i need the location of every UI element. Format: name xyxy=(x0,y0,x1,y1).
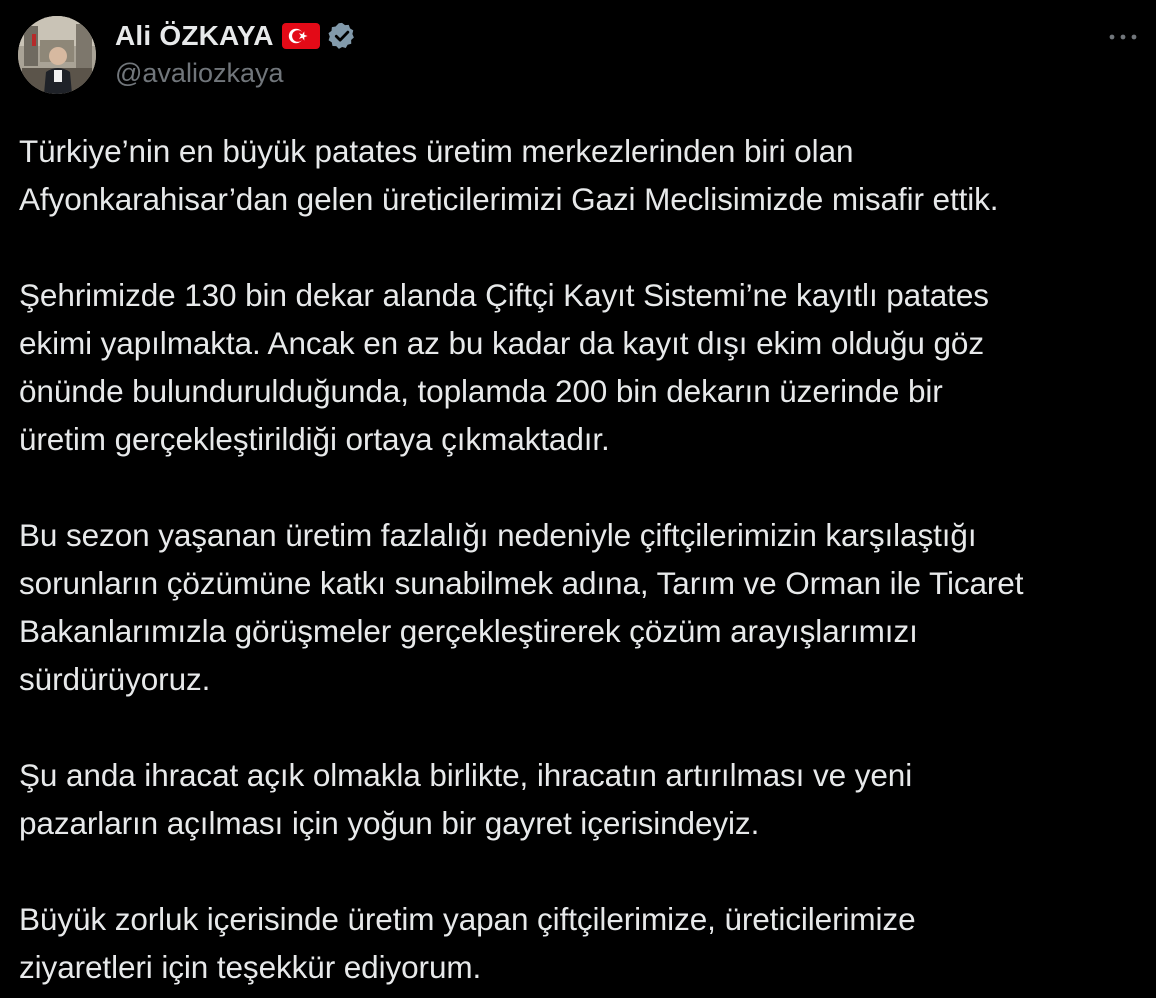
tweet-paragraph: Bu sezon yaşanan üretim fazlalığı nedeniyle çiftçilerimizin karşılaştığı sorunların çözümüne katkı sunabilmek adına, Tarım ve Orman ile Ticaret Bakanlarımızla görüşmeler gerçekleştirerek çözüm arayışlarımızı sürdürüyoruz. xyxy=(19,517,1024,697)
author-display-name[interactable]: Ali ÖZKAYA xyxy=(115,20,274,51)
tweet-paragraph: Şehrimizde 130 bin dekar alanda Çiftçi Kayıt Sistemi’ne kayıtlı patates ekimi yapılmakta. Ancak en az bu kadar da kayıt dışı ekim olduğu göz önünde bulundurulduğunda, toplamda 200 bin dekarın üzerinde bir üretim gerçekleştirildiği ortaya çıkmaktadır. xyxy=(19,277,989,457)
tweet-paragraph: Büyük zorluk içerisinde üretim yapan çiftçilerimize, üreticilerimize ziyaretleri için teşekkür ediyorum. xyxy=(19,901,916,985)
avatar[interactable] xyxy=(18,16,96,94)
tweet-text xyxy=(19,127,1144,991)
author-handle[interactable]: @avaliozkaya xyxy=(115,58,284,88)
tweet-paragraph: Şu anda ihracat açık olmakla birlikte, ihracatın artırılması ve yeni pazarların açılması için yoğun bir gayret içerisindeyiz. xyxy=(19,757,913,841)
avatar-photo xyxy=(18,16,96,94)
more-options-icon xyxy=(1106,24,1140,50)
tweet-paragraph: Türkiye’nin en büyük patates üretim merkezlerinden biri olan Afyonkarahisar’dan gelen üreticilerimizi Gazi Meclisimizde misafir ettik. xyxy=(19,133,999,217)
verified-badge-icon[interactable] xyxy=(327,21,357,51)
more-options-button[interactable] xyxy=(1106,24,1140,50)
author-name-row xyxy=(115,16,357,56)
turkey-flag-icon xyxy=(282,23,320,49)
